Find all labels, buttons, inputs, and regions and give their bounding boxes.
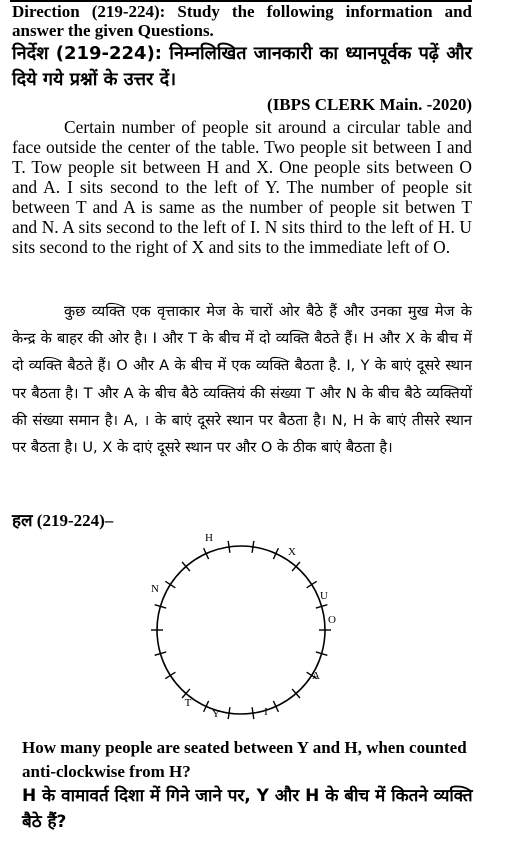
passage-hindi: कुछ व्यक्ति एक वृत्ताकार मेज के चारों ओर बैठे हैं और उनका मुख मेज के केन्द्र के बाहर की ओर है। I और T के बीच में दो व्यक्ति बैठते हैं। H और X के बीच में दो व्यक्ति बैठते हैं। O और A के बीच में एक व्यक्ति बैठता है. I, Y के बाएं दूसरे स्थान पर बैठता है। T और A के बीच बैठे व्यक्तियं की संख्या T और N के बीच बैठे व्यक्तियों की संख्या समान है। A, । के बाएं दूसरे स्थान पर बैठता है। N, H के बाएं तीसरे स्थान पर बैठता है। U, X के दाएं दूसरे स्थान पर और O के ठीक बाएं बैठता है। [12, 303, 472, 457]
seat-tick [228, 707, 230, 719]
round-table [157, 546, 325, 714]
question-english: How many people are seated between Y and H, when counted anti-clockwise from H? [22, 738, 467, 781]
exam-source: (IBPS CLERK Main. -2020) [267, 95, 472, 114]
seat-label-y: Y [212, 708, 220, 720]
seat-label-o: O [328, 614, 336, 626]
direction-english: Direction (219-224): Study the following information and answer the given Questions. [12, 2, 472, 40]
seat-label-x: X [288, 546, 296, 558]
seat-label-u: U [320, 590, 328, 602]
seat-tick [307, 581, 317, 587]
seat-label-t: T [184, 697, 192, 709]
seat-label-i: I [264, 706, 268, 718]
seat-label-h: H [205, 532, 213, 544]
question-hindi: H के वामावर्त दिशा में गिने जाने पर, Y और H के बीच में कितने व्यक्ति बैठे हैं? [22, 786, 473, 832]
seat-tick [252, 707, 254, 719]
seat-label-a: A [312, 670, 320, 682]
solution-heading: हल (219-224)– [12, 511, 114, 530]
seating-diagram [0, 520, 520, 730]
seat-tick [165, 672, 175, 678]
seat-ticks [151, 541, 331, 719]
seat-label-n: N [151, 583, 159, 595]
seat-tick [165, 581, 175, 587]
direction-hindi: निर्देश (219-224): निम्नलिखित जानकारी का ध्यानपूर्वक पढ़ें और दिये गये प्रश्नों के उत्तर दें। [12, 43, 472, 90]
seat-tick [252, 541, 254, 553]
seat-tick [228, 541, 230, 553]
passage-english: Certain number of people sit around a circular table and face outside the center of the table. Two people sit between I and T. Tow people sit between H and X. One people sits between O and A. I sits second to the left of Y. The number of people sit between T and A is same as the number of people sit betwen T and N. A sits second to the left of I. N sits third to the left of H. U sits second to the right of X and sits to the immediate left of O. [12, 117, 472, 257]
